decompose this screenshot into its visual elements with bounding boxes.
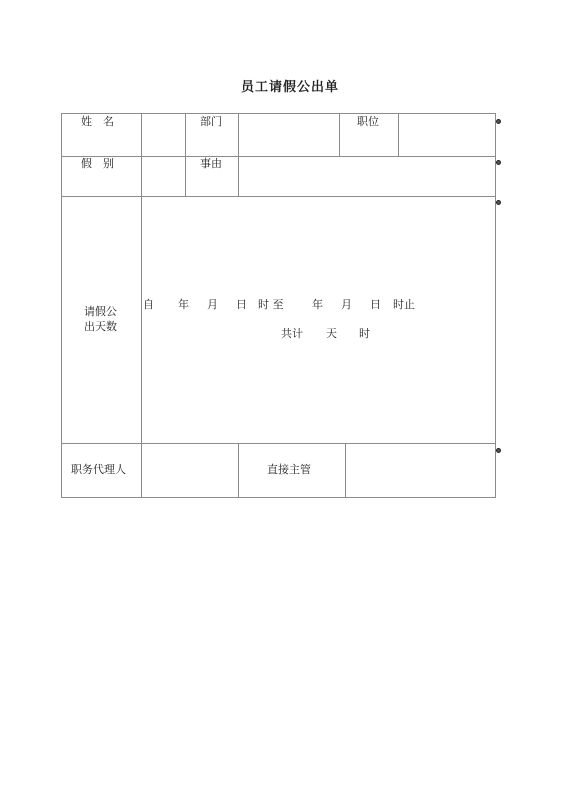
deputy-field[interactable]	[142, 444, 238, 497]
table-border-left	[61, 113, 62, 498]
end-month-label: 月	[341, 298, 352, 311]
from-label: 自	[143, 298, 154, 311]
position-label: 职位	[357, 115, 379, 128]
total-hours-label: 时	[359, 327, 370, 340]
paragraph-mark-icon	[496, 119, 501, 124]
table-border-right	[495, 113, 496, 498]
end-year-label: 年	[312, 298, 323, 311]
leave-type-label: 假 别	[81, 157, 114, 170]
start-day-label: 日	[236, 298, 247, 311]
column-divider	[238, 443, 239, 497]
table-border-bottom	[61, 497, 496, 498]
column-divider	[339, 113, 340, 156]
supervisor-field[interactable]	[346, 444, 495, 497]
total-label: 共计	[281, 327, 303, 340]
start-month-label: 月	[207, 298, 218, 311]
department-label: 部门	[200, 115, 222, 128]
start-hour-to-label: 时 至	[258, 298, 284, 311]
leave-days-label-line1: 请假公	[84, 305, 117, 318]
deputy-label: 职务代理人	[71, 463, 126, 476]
row-divider	[61, 196, 496, 197]
form-title: 员工请假公出单	[240, 80, 339, 95]
column-divider	[185, 113, 186, 196]
reason-label: 事由	[200, 157, 222, 170]
supervisor-label: 直接主管	[267, 463, 311, 476]
end-hour-label: 时止	[393, 298, 415, 311]
name-field[interactable]	[142, 114, 185, 156]
paragraph-mark-icon	[496, 200, 501, 205]
name-label: 姓 名	[81, 115, 114, 128]
paragraph-mark-icon	[496, 160, 501, 165]
leave-days-label-line2: 出天数	[84, 320, 117, 333]
department-field[interactable]	[239, 114, 339, 156]
reason-field[interactable]	[239, 157, 495, 196]
start-year-label: 年	[178, 298, 189, 311]
leave-type-field[interactable]	[142, 157, 185, 196]
position-field[interactable]	[399, 114, 495, 156]
total-days-label: 天	[326, 327, 337, 340]
paragraph-mark-icon	[496, 448, 501, 453]
end-day-label: 日	[370, 298, 381, 311]
